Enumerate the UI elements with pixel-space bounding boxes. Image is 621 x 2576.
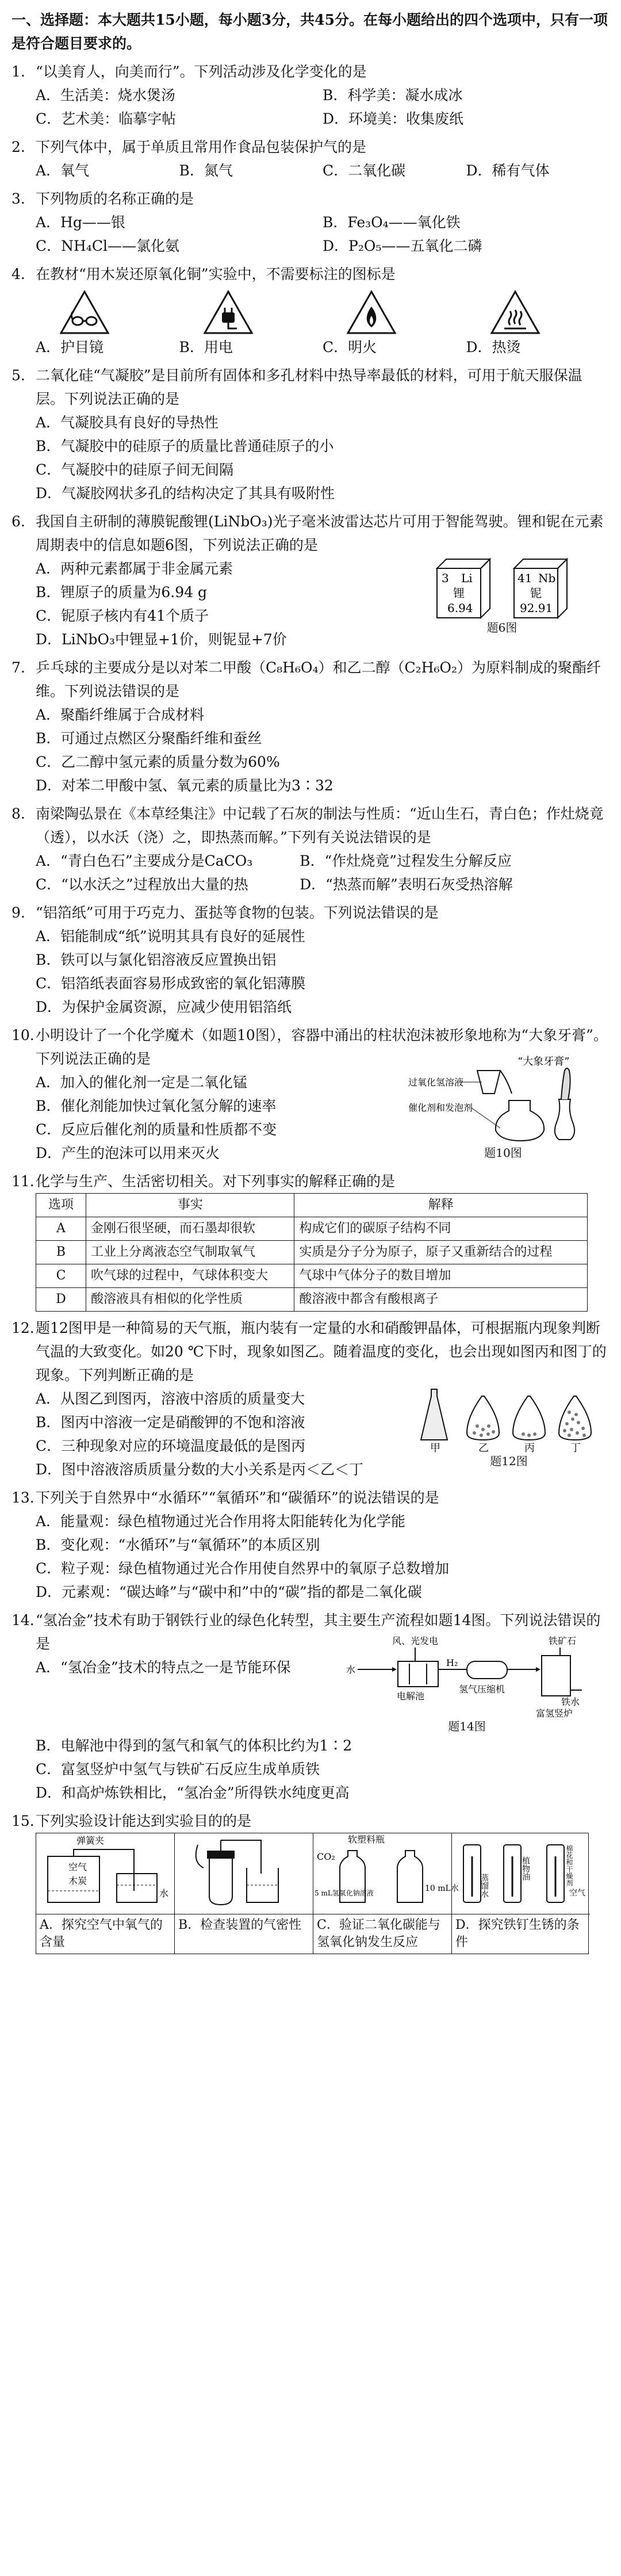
label-air: 空气 <box>68 1862 87 1872</box>
option-b[interactable]: B．铁可以与氯化铝溶液反应置换出铝 <box>36 951 277 968</box>
table-row[interactable] <box>36 1241 588 1264</box>
hot-surface-icon <box>489 289 541 335</box>
option-c[interactable]: C．NH₄Cl——氯化氨 <box>36 238 179 254</box>
option-a[interactable]: A．Hg——银 <box>36 214 125 231</box>
option-c[interactable]: C．乙二醇中氢元素的质量分数为60% <box>36 754 280 770</box>
question-number: 12. <box>12 1320 34 1336</box>
question-10 <box>12 1023 610 1165</box>
question-number: 2. <box>12 139 25 155</box>
question-8 <box>12 802 610 896</box>
option-b[interactable]: B．锂原子的质量为6.94 g <box>36 584 207 601</box>
question-number: 10. <box>12 1027 34 1044</box>
option-a[interactable]: A．能量观：绿色植物通过光合作用将太阳能转化为化学能 <box>36 1513 406 1530</box>
question-stem: 下列关于自然界中“水循环”“氧循环”和“碳循环”的说法错误的是 <box>36 1489 439 1506</box>
co2-naoh-apparatus <box>313 1833 459 1914</box>
question-number: 13. <box>12 1489 34 1506</box>
question-number: 1. <box>12 63 25 80</box>
question-number: 4. <box>12 266 25 282</box>
option-d[interactable]: D．环境美：收集废纸 <box>323 110 464 127</box>
figure-12 <box>414 1385 604 1481</box>
label-distilled-water: 蒸馏水 <box>480 1874 489 1898</box>
option-d[interactable]: D．元素观：“碳达峰”与“碳中和”中的“碳”指的都是二氧化碳 <box>36 1584 422 1600</box>
oxygen-content-apparatus <box>36 1833 174 1914</box>
option-a[interactable]: A．铝能制成“纸”说明其具有良好的延展性 <box>36 928 305 945</box>
question-number: 7. <box>12 659 25 676</box>
option-a[interactable]: A．“青白色石”主要成分是CaCO₃ <box>36 853 253 869</box>
figure-title: “大象牙膏” <box>518 1056 570 1068</box>
question-number: 3. <box>12 190 25 207</box>
experiment-option-c[interactable] <box>313 1833 459 1954</box>
experiment-option-b[interactable] <box>175 1833 313 1954</box>
table-cell: 吹气球的过程中，气球体积变大 <box>86 1264 294 1288</box>
option-d: D．热烫 <box>466 339 521 356</box>
nb-name: 铌 <box>530 586 542 600</box>
option-c: C．验证二氧化碳能与氢氧化钠发生反应 <box>313 1914 451 1954</box>
open-flame-icon <box>346 289 397 335</box>
option-a[interactable]: A．两种元素都属于非金属元素 <box>36 560 233 577</box>
bottle-yi <box>467 1396 499 1440</box>
label-water: 水 <box>346 1664 356 1675</box>
question-stem: “铝箔纸”可用于巧克力、蛋挞等食物的包装。下列说法错误的是 <box>36 904 439 921</box>
icon-option-electricity[interactable] <box>179 289 323 359</box>
question-stem: 乒乓球的主要成分是以对苯二甲酸（C₈H₆O₄）和乙二醇（C₂H₆O₂）为原料制成的聚酯纤维。下列说法错误的是 <box>36 659 601 700</box>
question-stem: “氢冶金”技术有助于钢铁行业的绿色化转型，其主要生产流程如题14图。下列说法错误的是 <box>36 1612 601 1652</box>
table-header-row <box>36 1194 588 1217</box>
label-water: 水 <box>159 1888 169 1899</box>
table-cell: D <box>36 1288 86 1312</box>
label-jia: 甲 <box>430 1442 440 1454</box>
question-number: 6. <box>12 513 25 530</box>
table-row[interactable] <box>36 1264 588 1288</box>
icon-option-flame[interactable] <box>323 289 466 359</box>
question-11 <box>12 1169 610 1312</box>
option-c: C．明火 <box>323 339 377 356</box>
option-a[interactable]: A．气凝胶具有良好的导热性 <box>36 414 219 431</box>
table-header: 解释 <box>294 1194 588 1217</box>
option-c[interactable]: C．艺术美：临摹字帖 <box>36 110 177 127</box>
table-cell: 酸溶液具有相似的化学性质 <box>86 1288 294 1312</box>
li-symbol: Li <box>461 571 473 585</box>
option-d[interactable]: D．LiNbO₃中锂显+1价，则铌显+7价 <box>36 631 287 648</box>
question-4 <box>12 262 610 359</box>
label-oil: 植物油 <box>521 1856 530 1881</box>
question-number: 11. <box>12 1173 34 1190</box>
option-b[interactable]: B．电解池中得到的氢气和氧气的体积比约为1∶2 <box>36 1737 352 1754</box>
option-c[interactable]: C．铝箔纸表面容易形成致密的氧化铝薄膜 <box>36 975 306 992</box>
label-compressor: 氢气压缩机 <box>459 1684 505 1695</box>
goggles-icon <box>59 289 110 335</box>
label-catalyst: 催化剂和发泡剂 <box>408 1102 473 1113</box>
table-cell: C <box>36 1264 86 1288</box>
label-h2: H₂ <box>446 1657 458 1668</box>
question-stem: 二氧化硅“气凝胶”是目前所有固体和多孔材料中热导率最低的材料，可用于航天服保温层。下列说法正确的是 <box>36 367 582 407</box>
figure-caption: 题6图 <box>486 621 518 635</box>
option-d[interactable]: D．P₂O₅——五氧化二磷 <box>323 238 482 254</box>
figure-10 <box>408 1053 598 1165</box>
option-c[interactable]: C．反应后催化剂的质量和性质都不变 <box>36 1121 277 1138</box>
nb-number: 41 <box>518 571 532 585</box>
section-title: 一、选择题：本大题共15小题，每小题3分，共45分。在每小题给出的四个选项中，只有一项是符合题目要求的。 <box>12 12 608 52</box>
option-c[interactable]: C．铌原子核内有41个质子 <box>36 607 209 624</box>
label-co2: CO₂ <box>317 1851 335 1862</box>
label-hydrogen-peroxide: 过氧化氢溶液 <box>408 1077 464 1088</box>
option-b[interactable]: B．图丙中溶液一定是硝酸钾的不饱和溶液 <box>36 1414 305 1431</box>
figure-caption: 题12图 <box>490 1454 528 1468</box>
option-b[interactable]: B．科学美：凝水成冰 <box>323 87 463 104</box>
label-cell: 电解池 <box>397 1691 425 1702</box>
question-stem: 南梁陶弘景在《本草经集注》中记载了石灰的制法与性质：“近山生石，青白色；作灶烧竟（透），以水沃（浇）之，即热蒸而解。”下列有关说法错误的是 <box>36 805 604 846</box>
label-yi: 乙 <box>478 1442 489 1454</box>
option-c[interactable]: C．粒子观：绿色植物通过光合作用使自然界中的氧原子总数增加 <box>36 1560 450 1577</box>
option-b[interactable]: B．“作灶烧竟”过程发生分解反应 <box>300 853 512 869</box>
experiment-option-d[interactable] <box>452 1833 590 1954</box>
airtightness-apparatus <box>175 1833 313 1914</box>
rust-experiment-apparatus <box>452 1833 590 1914</box>
option-a[interactable]: A．生活美：烧水煲汤 <box>36 87 176 104</box>
question-5 <box>12 364 610 505</box>
question-15 <box>12 1809 610 1954</box>
option-d[interactable]: D．图中溶液溶质质量分数的大小关系是丙＜乙＜丁 <box>36 1461 364 1478</box>
label-furnace: 富氢竖炉 <box>536 1708 573 1719</box>
table-cell: 酸溶液中都含有酸根离子 <box>294 1288 588 1312</box>
table-cell: 金刚石很坚硬，而石墨却很软 <box>86 1217 294 1241</box>
option-c[interactable]: C．“以水沃之”过程放出大量的热 <box>36 876 248 893</box>
question-stem: 在教材“用木炭还原氧化铜”实验中，不需要标注的图标是 <box>36 266 396 282</box>
li-name: 锂 <box>453 586 465 600</box>
question-stem: 化学与生产、生活密切相关。对下列事实的解释正确的是 <box>36 1173 396 1190</box>
question-stem: 下列物质的名称正确的是 <box>36 190 194 207</box>
question-number: 5. <box>12 367 25 384</box>
element-card-li <box>435 557 492 620</box>
label-water-10ml: 10 mL水 <box>425 1884 459 1893</box>
question-stem: “以美育人，向美而行”。下列活动涉及化学变化的是 <box>36 63 367 80</box>
experiment-options <box>36 1833 589 1954</box>
option-a: A．探究空气中氧气的含量 <box>36 1914 174 1954</box>
table-header: 事实 <box>86 1194 294 1217</box>
nb-mass: 92.91 <box>520 601 553 615</box>
option-b: B．用电 <box>179 339 233 356</box>
question-stem: 下列气体中，属于单质且常用作食品包装保护气的是 <box>36 139 367 155</box>
elephant-toothpaste-diagram <box>408 1053 598 1145</box>
question-stem: 下列实验设计能达到实验目的的是 <box>36 1813 252 1829</box>
label-wind-solar: 风、光发电 <box>392 1635 439 1646</box>
icon-option-goggles[interactable] <box>36 289 179 359</box>
table-cell: 工业上分离液态空气制取氧气 <box>86 1241 294 1264</box>
electric-plug-icon <box>202 289 254 335</box>
table-header: 选项 <box>36 1194 86 1217</box>
option-b[interactable]: B．催化剂能加快过氧化氢分解的速率 <box>36 1098 277 1114</box>
question-number: 15. <box>12 1813 34 1829</box>
option-a: A．护目镜 <box>36 339 104 356</box>
option-d[interactable]: D．和高炉炼铁相比，“氢冶金”所得铁水纯度更高 <box>36 1784 350 1801</box>
table-row[interactable] <box>36 1217 588 1241</box>
option-d[interactable]: D．为保护金属资源，应减少使用铝箔纸 <box>36 999 292 1015</box>
question-13 <box>12 1486 610 1604</box>
label-ding: 丁 <box>570 1442 581 1454</box>
question-3 <box>12 187 610 258</box>
bottle-bing <box>513 1396 545 1440</box>
bottle-ding <box>559 1396 591 1440</box>
label-clamp: 弹簧夹 <box>76 1835 105 1846</box>
table-cell: 气球中气体分子的数目增加 <box>294 1264 588 1288</box>
figure-14 <box>346 1633 588 1734</box>
label-iron: 铁水 <box>561 1696 580 1707</box>
label-naoh: 5 mL氢氧化钠溶液 <box>315 1889 374 1897</box>
question-6 <box>12 510 610 651</box>
question-number: 9. <box>12 904 25 921</box>
option-a[interactable]: A．氧气 <box>36 162 90 179</box>
li-number: 3 <box>442 571 449 585</box>
label-charcoal: 木炭 <box>68 1875 87 1886</box>
figure-caption: 题10图 <box>484 1146 522 1160</box>
question-2 <box>12 135 610 182</box>
question-number: 14. <box>12 1612 34 1629</box>
question-number: 8. <box>12 805 25 822</box>
label-air: 空气 <box>569 1889 585 1898</box>
option-a[interactable]: A．加入的催化剂一定是二氧化锰 <box>36 1074 248 1091</box>
option-b: B．检查装置的气密性 <box>175 1914 313 1936</box>
weather-bottle-diagram <box>414 1385 604 1454</box>
table-cell: 实质是分子分为原子，原子又重新结合的过程 <box>294 1241 588 1264</box>
option-b[interactable]: B．可通过点燃区分聚酯纤维和蚕丝 <box>36 730 262 747</box>
option-b[interactable]: B．Fe₃O₄——氧化铁 <box>323 214 461 231</box>
option-b[interactable]: B．变化观：“水循环”与“氧循环”的本质区别 <box>36 1537 320 1553</box>
table-cell: 构成它们的碳原子结构不同 <box>294 1217 588 1241</box>
question-12 <box>12 1316 610 1481</box>
question-1 <box>12 60 610 131</box>
icon-option-hot[interactable] <box>466 289 610 359</box>
option-d[interactable]: D．对苯二甲酸中氢、氧元素的质量比为3∶32 <box>36 777 334 794</box>
question-stem: 小明设计了一个化学魔术（如题10图），容器中涌出的柱状泡沫被形象地称为“大象牙膏”。下列说法正确的是 <box>36 1027 608 1067</box>
experiment-option-a[interactable] <box>36 1833 175 1954</box>
element-card-nb <box>512 557 569 620</box>
option-d[interactable]: D．产生的泡沫可以用来灭火 <box>36 1145 220 1161</box>
nb-symbol: Nb <box>538 571 556 585</box>
option-a[interactable]: A．“氢冶金”技术的特点之一是节能环保 <box>36 1659 291 1676</box>
question-stem: 我国自主研制的薄膜铌酸锂(LiNbO₃)光子毫米波雷达芯片可用于智能驾驶。锂和铌在元素周期表中的信息如题6图，下列说法正确的是 <box>36 513 604 553</box>
option-b[interactable]: B．氮气 <box>179 162 233 179</box>
label-ore: 铁矿石 <box>549 1635 577 1646</box>
question-9 <box>12 901 610 1019</box>
figure-6 <box>435 557 569 651</box>
option-d[interactable]: D．“热蒸而解”表明石灰受热溶解 <box>300 876 513 893</box>
option-b[interactable]: B．气凝胶中的硅原子的质量比普通硅原子的小 <box>36 438 334 454</box>
li-mass: 6.94 <box>447 601 473 615</box>
label-bottle: 软塑料瓶 <box>348 1834 385 1845</box>
option-d[interactable]: D．稀有气体 <box>466 162 550 179</box>
hydrogen-metallurgy-flow <box>346 1633 588 1719</box>
option-a[interactable]: A．聚酯纤维属于合成材料 <box>36 706 205 723</box>
option-c[interactable]: C．气凝胶中的硅原子间无间隔 <box>36 461 234 478</box>
figure-caption: 题14图 <box>448 1719 486 1733</box>
option-d[interactable]: D．气凝胶网状多孔的结构决定了其具有吸附性 <box>36 485 335 502</box>
label-cotton: 棉花和干燥剂 <box>565 1845 573 1886</box>
exam-page <box>12 0 610 1954</box>
table-cell: A <box>36 1217 86 1241</box>
question-7 <box>12 656 610 797</box>
option-c[interactable]: C．富氢竖炉中氢气与铁矿石反应生成单质铁 <box>36 1761 320 1778</box>
option-a[interactable]: A．从图乙到图丙，溶液中溶质的质量变大 <box>36 1390 305 1407</box>
facts-table <box>36 1193 588 1312</box>
question-stem: 题12图甲是一种简易的天气瓶，瓶内装有一定量的水和硝酸钾晶体，可根据瓶内现象判断气温的大致变化。如20 ℃下时，现象如图乙。随着温度的变化，也会出现如图丙和图丁的现象。下列判断正确的是 <box>36 1320 607 1383</box>
option-c[interactable]: C．二氧化碳 <box>323 162 406 179</box>
table-cell: B <box>36 1241 86 1264</box>
label-bing: 丙 <box>524 1442 535 1454</box>
question-14 <box>12 1608 610 1805</box>
option-c[interactable]: C．三种现象对应的环境温度最低的是图丙 <box>36 1438 306 1454</box>
option-d: D．探究铁钉生锈的条件 <box>452 1914 590 1954</box>
table-row[interactable] <box>36 1288 588 1312</box>
